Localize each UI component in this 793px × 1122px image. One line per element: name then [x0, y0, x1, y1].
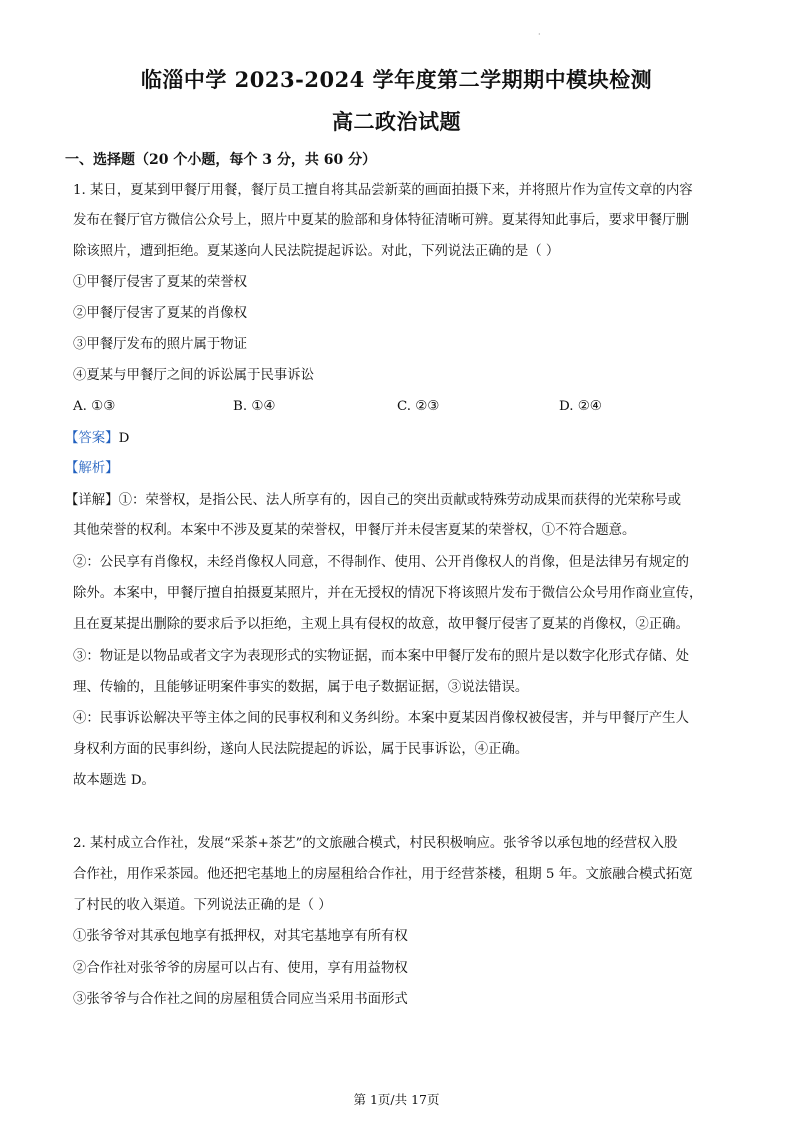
q1-stem-line: 除该照片，遭到拒绝。夏某遂向人民法院提起诉讼。对此，下列说法正确的是（ ）: [73, 244, 560, 259]
q2-statement-1: ①张爷爷对其承包地享有抵押权，对其宅基地享有所有权: [73, 929, 408, 944]
q1-detail-line: 除外。本案中，甲餐厅擅自拍摄夏某照片，并在无授权的情况下将该照片发布于微信公众号用作商业宣传，: [73, 586, 703, 601]
q1-answer: [65, 430, 129, 448]
q1-detail-line: 理、传输的，且能够证明案件事实的数据，属于电子数据证据，③说法错误。: [73, 680, 529, 695]
q2-stem-line: 合作社，用作采茶园。他还把宅基地上的房屋租给合作社，用于经营茶楼，租期 5 年。文旅融合模式拓宽: [73, 867, 693, 882]
q2-statement-2: ②合作社对张爷爷的房屋可以占有、使用，享有用益物权: [73, 961, 408, 976]
q1-statement-4: ④夏某与甲餐厅之间的诉讼属于民事诉讼: [73, 368, 315, 383]
q1-detail-line: 其他荣誉的权利。本案中不涉及夏某的荣誉权，甲餐厅并未侵害夏某的荣誉权，①不符合题意。: [73, 523, 636, 538]
q1-option-d: D. ②④: [559, 399, 602, 414]
q1-detail-line: ③：物证是以物品或者文字为表现形式的实物证据，而本案中甲餐厅发布的照片是以数字化形式存储、处: [73, 649, 689, 664]
page-number: 第 1页/共 17页: [353, 1092, 440, 1107]
exam-subtitle: 高二政治试题: [332, 109, 461, 134]
q1-statement-2: ②甲餐厅侵害了夏某的肖像权: [73, 306, 248, 321]
q2-stem-line: 了村民的收入渠道。下列说法正确的是（ ）: [73, 898, 332, 913]
section-heading: 一、选择题（20 个小题，每个 3 分，共 60 分）: [65, 152, 377, 168]
q1-statement-3: ③甲餐厅发布的照片属于物证: [73, 337, 248, 352]
answer-value: D: [118, 431, 130, 446]
q1-option-c: C. ②③: [397, 399, 440, 414]
q1-stem-line: 发布在餐厅官方微信公众号上，照片中夏某的脸部和身体特征清晰可辨。夏某得知此事后，要求甲餐厅删: [73, 213, 689, 228]
q1-detail-line: 身权利方面的民事纠纷，遂向人民法院提起的诉讼，属于民事诉讼，④正确。: [73, 742, 529, 757]
q1-option-a: A. ①③: [73, 399, 116, 414]
q1-option-b: B. ①④: [233, 399, 276, 414]
detail-tag: 【详解】: [65, 493, 119, 508]
analysis-tag: 【解析】: [65, 461, 119, 476]
q1-detail-line: 故本题选 D。: [73, 773, 155, 788]
q1-detail-line: 【详解】①：荣誉权，是指公民、法人所享有的，因自己的突出贡献或特殊劳动成果而获得的光荣称号或: [65, 493, 681, 508]
q2-stem-line: 2. 某村成立合作社，发展“采茶+茶艺”的文旅融合模式，村民积极响应。张爷爷以承包地的经营权入股: [73, 836, 678, 851]
exam-title: 临淄中学 2023-2024 学年度第二学期期中模块检测: [140, 67, 653, 92]
q2-statement-3: ③张爷爷与合作社之间的房屋租赁合同应当采用书面形式: [73, 992, 408, 1007]
q1-detail-line: ②：公民享有肖像权，未经肖像权人同意，不得制作、使用、公开肖像权人的肖像，但是法律另有规定的: [73, 555, 689, 570]
q1-stem-line: 1. 某日，夏某到甲餐厅用餐，餐厅员工擅自将其品尝新菜的画面拍摄下来，并将照片作为宣传文章的内容: [73, 183, 693, 198]
scan-dot: ·: [538, 30, 541, 39]
q1-statement-1: ①甲餐厅侵害了夏某的荣誉权: [73, 275, 248, 290]
q1-detail-line: ④：民事诉讼解决平等主体之间的民事权利和义务纠纷。本案中夏某因肖像权被侵害，并与甲餐厅产生人: [73, 711, 689, 726]
answer-tag: 【答案】: [65, 431, 119, 446]
q1-detail-line: 且在夏某提出删除的要求后予以拒绝，主观上具有侵权的故意，故甲餐厅侵害了夏某的肖像权，②正确。: [73, 617, 689, 632]
